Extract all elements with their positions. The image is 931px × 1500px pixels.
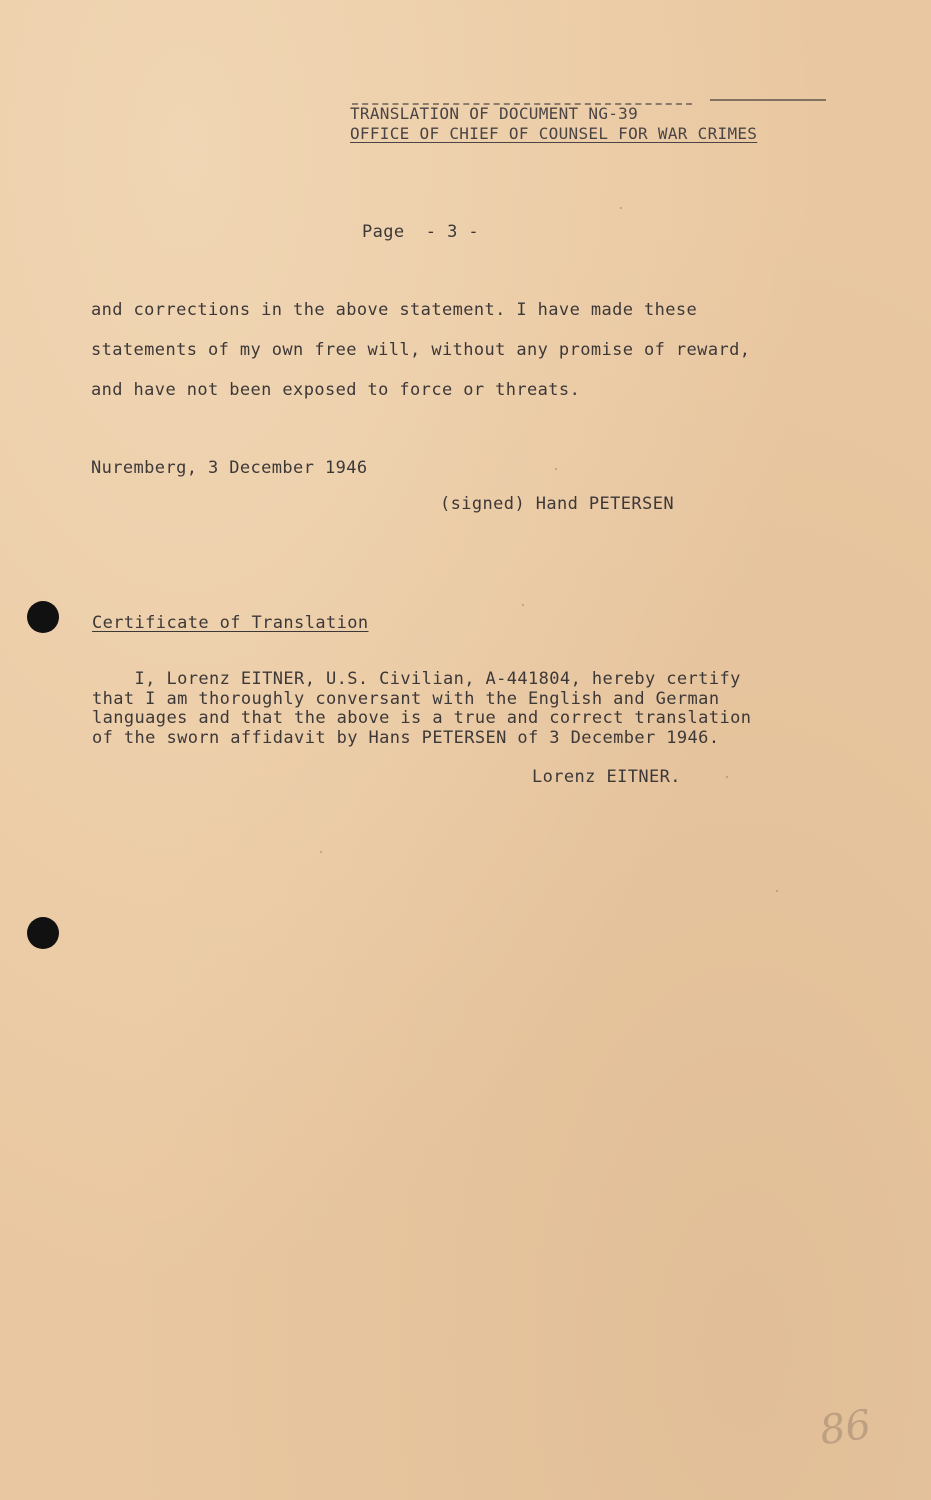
- paper-speck: [620, 207, 622, 209]
- paper-speck: [776, 890, 778, 892]
- translator-signature: Lorenz EITNER.: [532, 767, 681, 787]
- binder-hole: [27, 917, 59, 949]
- document-translation-title: TRANSLATION OF DOCUMENT NG-39: [350, 104, 639, 123]
- paper-speck: [726, 776, 728, 778]
- paper-speck: [320, 851, 322, 853]
- certificate-body: I, Lorenz EITNER, U.S. Civilian, A-441804, hereby certify that I am thoroughly conversant with the English and German languages and that the above is a true and correct translation of the sworn affidavit by Hans PETERSEN of 3 December 1946.: [92, 669, 752, 748]
- binder-hole: [27, 601, 59, 633]
- place-date: Nuremberg, 3 December 1946: [91, 458, 368, 478]
- statement-line-2: statements of my own free will, without any promise of reward,: [91, 340, 751, 360]
- page-label: Page - 3 -: [362, 222, 479, 242]
- paper-speck: [522, 604, 524, 606]
- signed-signature: (signed) Hand PETERSEN: [440, 494, 674, 514]
- paper-speck: [555, 468, 557, 470]
- office-title: OFFICE OF CHIEF OF COUNSEL FOR WAR CRIMES: [350, 124, 758, 143]
- statement-line-3: and have not been exposed to force or threats.: [91, 380, 581, 400]
- certificate-heading: Certificate of Translation: [92, 613, 369, 633]
- handwritten-page-number: 86: [817, 1401, 874, 1455]
- header-strike-mark: [710, 99, 826, 101]
- statement-line-1: and corrections in the above statement. I have made these: [91, 300, 698, 320]
